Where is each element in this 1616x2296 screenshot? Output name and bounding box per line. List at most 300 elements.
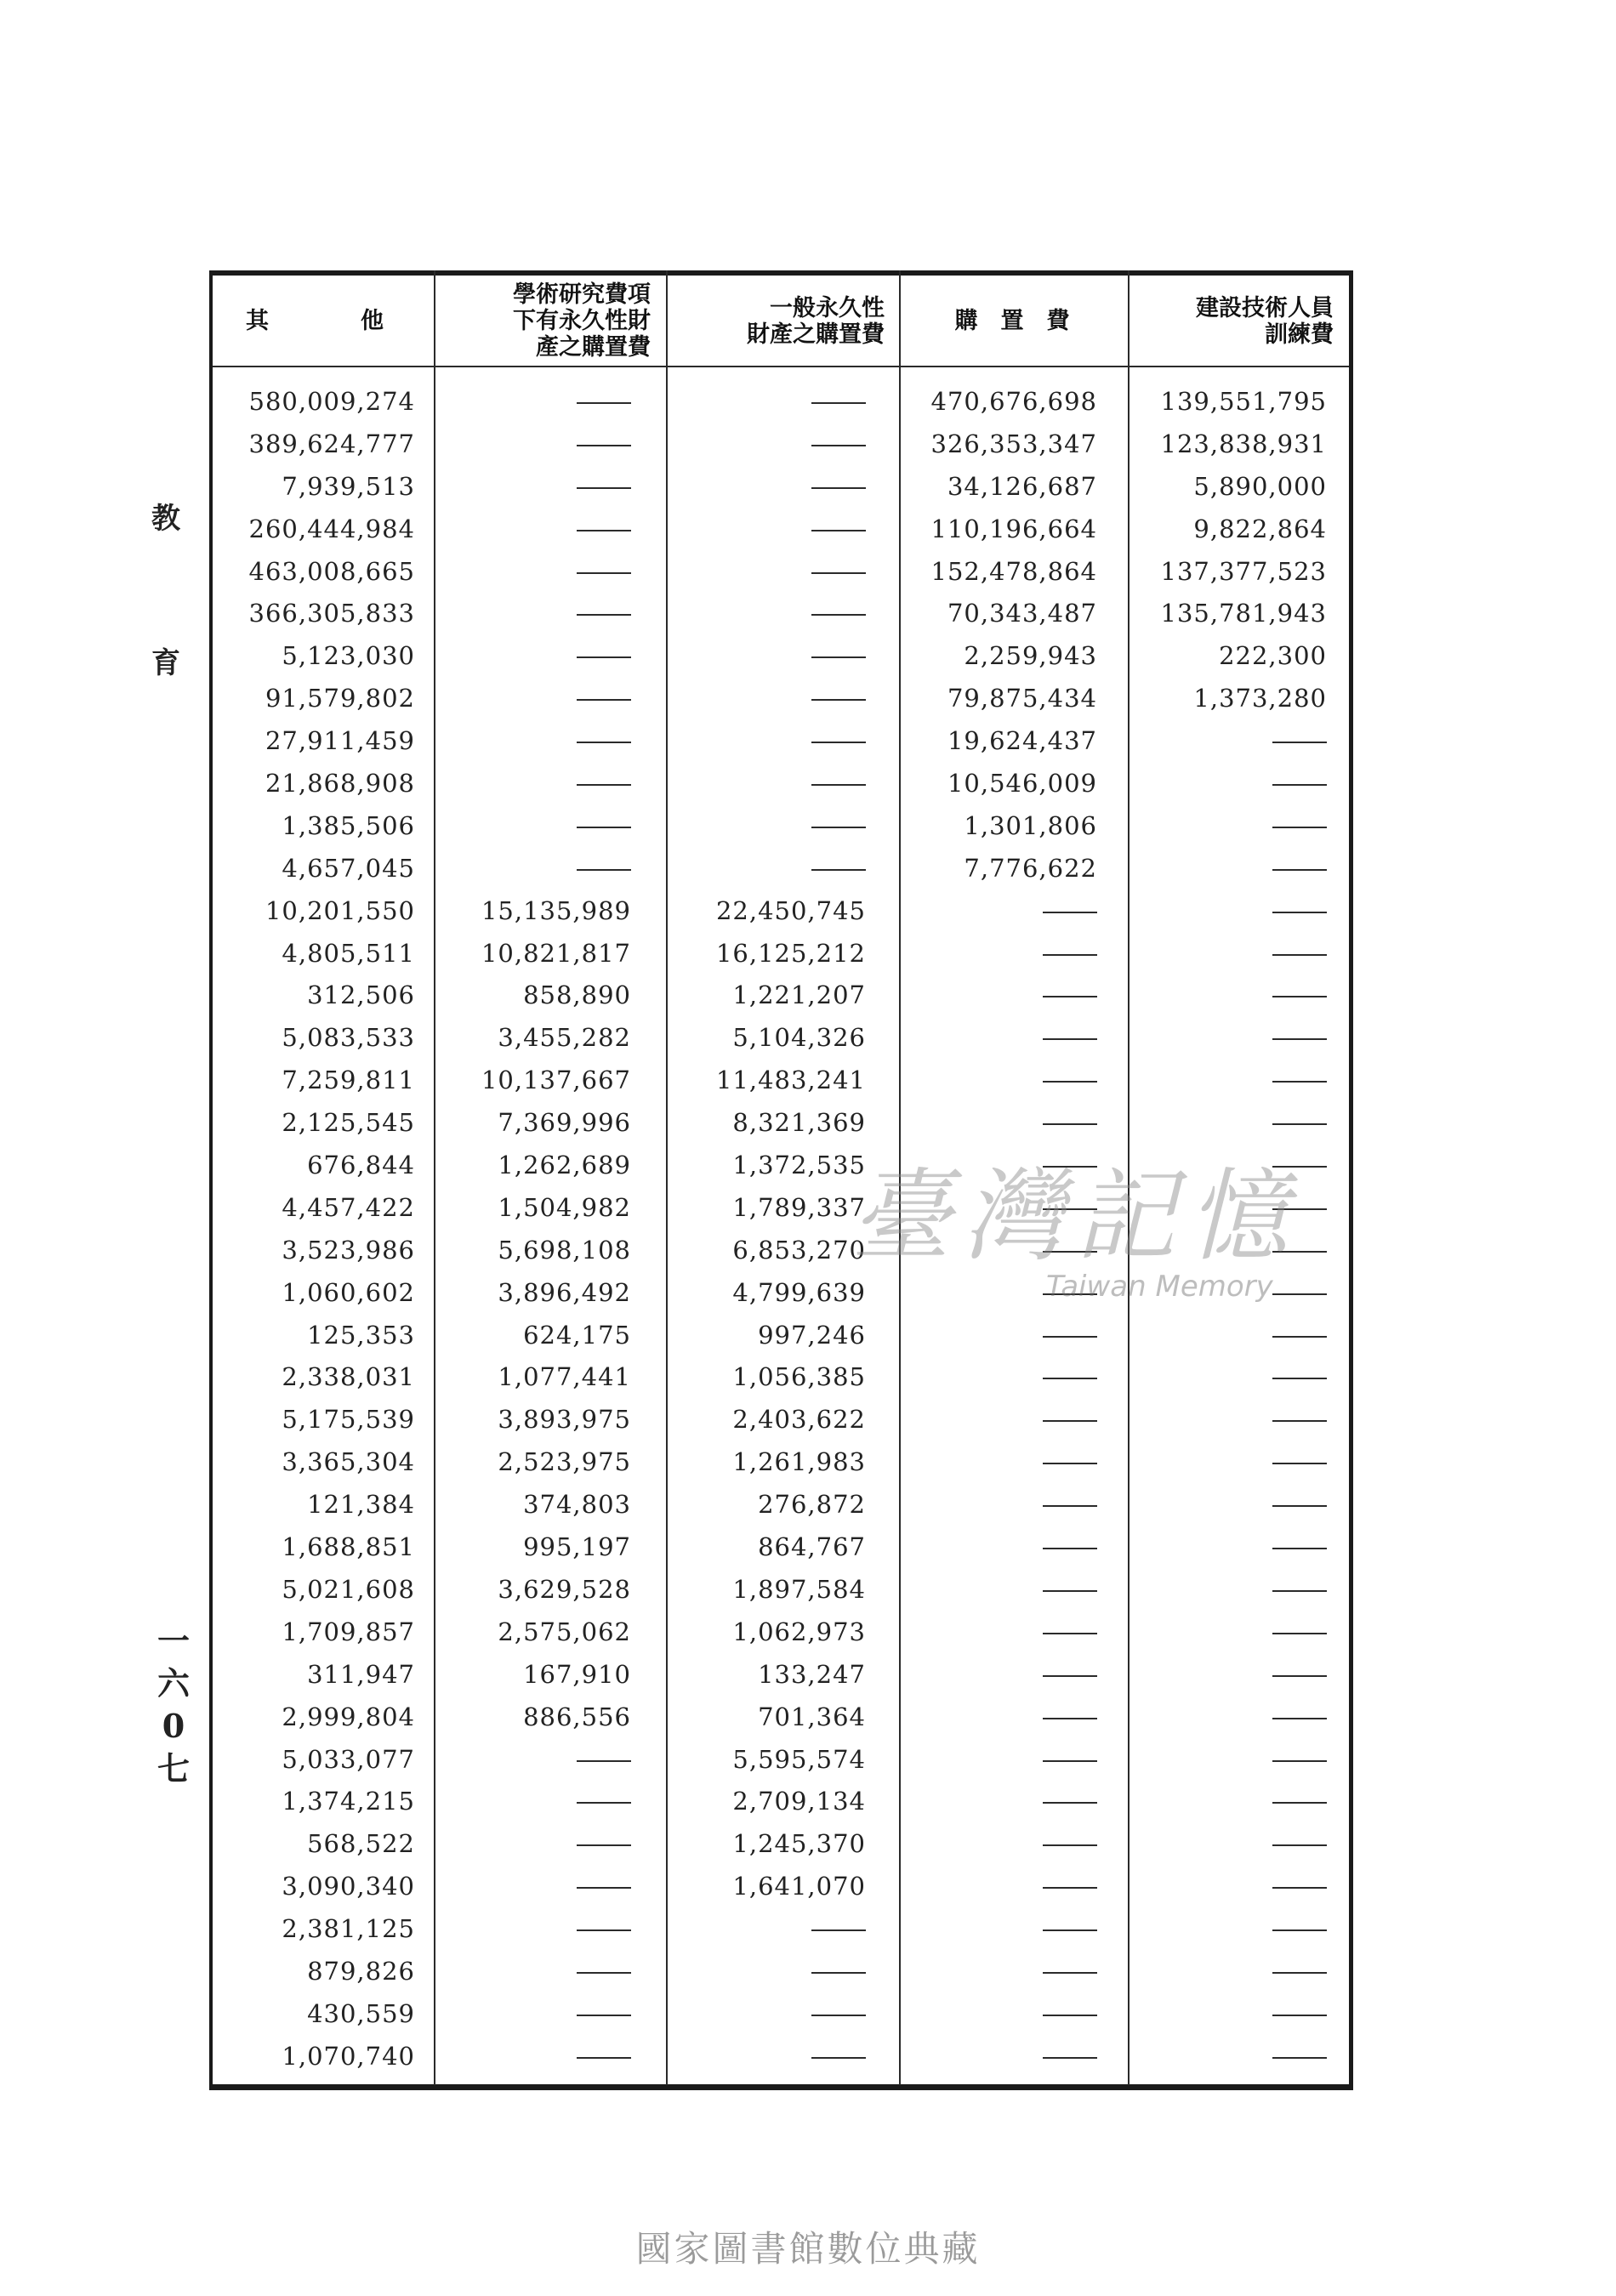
cell-research bbox=[577, 2036, 631, 2078]
cell-other: 7,259,811 bbox=[282, 1066, 415, 1095]
table-row bbox=[0, 1060, 1616, 1102]
table-row bbox=[0, 1696, 1616, 1739]
dash-mark bbox=[1272, 784, 1327, 786]
dash-mark bbox=[1043, 1336, 1097, 1338]
dash-mark bbox=[1043, 912, 1097, 913]
dash-mark bbox=[1043, 1590, 1097, 1592]
dash-mark bbox=[1272, 1590, 1327, 1592]
cell-research: 3,893,975 bbox=[498, 1405, 631, 1435]
page-number-char: 七 bbox=[156, 1749, 190, 1787]
dash-mark bbox=[1043, 1929, 1097, 1931]
cell-research bbox=[577, 593, 631, 635]
cell-research bbox=[577, 1993, 631, 2036]
dash-mark bbox=[577, 1844, 631, 1846]
side-label-char: 育 bbox=[151, 646, 180, 680]
cell-other: 91,579,802 bbox=[265, 684, 415, 713]
dash-mark bbox=[1272, 1038, 1327, 1040]
dash-mark bbox=[1043, 1123, 1097, 1125]
dash-mark bbox=[1272, 1802, 1327, 1804]
dash-mark bbox=[1272, 1760, 1327, 1762]
dash-mark bbox=[1043, 1420, 1097, 1422]
table-row bbox=[0, 466, 1616, 509]
cell-purchase bbox=[1043, 933, 1097, 975]
dash-mark bbox=[811, 487, 866, 489]
cell-other: 2,125,545 bbox=[282, 1108, 415, 1138]
cell-purchase bbox=[1043, 1315, 1097, 1357]
cell-purchase: 70,343,487 bbox=[947, 599, 1097, 628]
cell-training bbox=[1272, 1017, 1327, 1060]
cell-other: 366,305,833 bbox=[248, 599, 415, 628]
cell-purchase: 152,478,864 bbox=[930, 556, 1097, 586]
cell-general bbox=[811, 678, 866, 720]
cell-training bbox=[1272, 1611, 1327, 1654]
cell-training bbox=[1272, 1823, 1327, 1866]
cell-other: 4,457,422 bbox=[282, 1192, 415, 1222]
cell-research bbox=[577, 423, 631, 466]
table-row bbox=[0, 1441, 1616, 1484]
dash-mark bbox=[577, 1972, 631, 1974]
cell-research: 15,135,989 bbox=[481, 895, 631, 925]
cell-other: 10,201,550 bbox=[265, 895, 415, 925]
page-number bbox=[156, 1620, 191, 1790]
cell-research bbox=[577, 1823, 631, 1866]
dash-mark bbox=[1043, 1844, 1097, 1846]
cell-purchase bbox=[1043, 1739, 1097, 1782]
cell-research bbox=[577, 466, 631, 509]
cell-purchase bbox=[1043, 1866, 1097, 1908]
footer-caption: 國家圖書館數位典藏 bbox=[635, 2228, 981, 2270]
cell-purchase bbox=[1043, 1484, 1097, 1526]
cell-purchase bbox=[1043, 2036, 1097, 2078]
cell-general bbox=[811, 1993, 866, 2036]
dash-mark bbox=[577, 869, 631, 871]
cell-training bbox=[1272, 1399, 1327, 1441]
dash-mark bbox=[811, 1929, 866, 1931]
cell-research: 167,910 bbox=[523, 1659, 631, 1689]
cell-general bbox=[811, 381, 866, 423]
dash-mark bbox=[1272, 912, 1327, 913]
table-row bbox=[0, 1102, 1616, 1145]
dash-mark bbox=[577, 572, 631, 574]
cell-research: 624,175 bbox=[523, 1320, 631, 1350]
cell-research: 10,821,817 bbox=[481, 938, 631, 968]
cell-purchase: 470,676,698 bbox=[930, 387, 1097, 416]
dash-mark bbox=[1272, 1929, 1327, 1931]
header-research-line: 產之購置費 bbox=[536, 334, 651, 361]
cell-research bbox=[577, 720, 631, 763]
header-training-line: 建設技術人員 bbox=[1196, 294, 1334, 321]
cell-research: 858,890 bbox=[523, 980, 631, 1010]
cell-research: 10,137,667 bbox=[481, 1066, 631, 1095]
dash-mark bbox=[1272, 1718, 1327, 1719]
dash-mark bbox=[1272, 996, 1327, 997]
header-research-line: 下有永久性財 bbox=[513, 308, 651, 334]
cell-general: 5,595,574 bbox=[732, 1744, 866, 1774]
dash-mark bbox=[1272, 827, 1327, 828]
cell-training bbox=[1272, 933, 1327, 975]
cell-general: 6,853,270 bbox=[732, 1235, 866, 1265]
cell-training bbox=[1272, 1356, 1327, 1399]
cell-research: 1,504,982 bbox=[498, 1192, 631, 1222]
table-row bbox=[0, 805, 1616, 848]
table-row bbox=[0, 1739, 1616, 1782]
cell-general: 276,872 bbox=[758, 1490, 866, 1520]
cell-other: 4,805,511 bbox=[282, 938, 415, 968]
cell-general: 864,767 bbox=[758, 1532, 866, 1562]
table-body bbox=[0, 381, 1616, 2078]
cell-research: 3,455,282 bbox=[498, 1023, 631, 1053]
cell-general bbox=[811, 551, 866, 594]
dash-mark bbox=[1043, 1802, 1097, 1804]
cell-purchase bbox=[1043, 1908, 1097, 1951]
watermark-title: 臺灣記憶 bbox=[851, 1157, 1300, 1275]
cell-other: 1,070,740 bbox=[282, 2041, 415, 2071]
cell-purchase: 2,259,943 bbox=[964, 641, 1097, 671]
dash-mark bbox=[1272, 1336, 1327, 1338]
dash-mark bbox=[577, 2015, 631, 2016]
cell-other: 5,021,608 bbox=[282, 1574, 415, 1604]
dash-mark bbox=[811, 2015, 866, 2016]
cell-purchase bbox=[1043, 1781, 1097, 1823]
dash-mark bbox=[577, 1760, 631, 1762]
dash-mark bbox=[1043, 1081, 1097, 1083]
cell-other: 7,939,513 bbox=[282, 471, 415, 501]
cell-training bbox=[1272, 805, 1327, 848]
cell-training bbox=[1272, 1866, 1327, 1908]
table-row bbox=[0, 1526, 1616, 1569]
cell-research bbox=[577, 551, 631, 594]
table-row bbox=[0, 593, 1616, 635]
cell-training bbox=[1272, 2036, 1327, 2078]
cell-general: 1,261,983 bbox=[732, 1447, 866, 1477]
cell-other: 121,384 bbox=[307, 1490, 415, 1520]
dash-mark bbox=[1272, 1675, 1327, 1677]
dash-mark bbox=[1043, 1633, 1097, 1634]
cell-other: 311,947 bbox=[307, 1659, 415, 1689]
table-row bbox=[0, 1781, 1616, 1823]
cell-research: 374,803 bbox=[523, 1490, 631, 1520]
page-number-char: 0 bbox=[162, 1707, 185, 1745]
cell-other: 430,559 bbox=[307, 1998, 415, 2028]
dash-mark bbox=[1272, 1887, 1327, 1889]
cell-research: 2,523,975 bbox=[498, 1447, 631, 1477]
dash-mark bbox=[811, 656, 866, 658]
dash-mark bbox=[1272, 2057, 1327, 2059]
cell-research bbox=[577, 805, 631, 848]
dash-mark bbox=[1272, 954, 1327, 956]
table-row bbox=[0, 1908, 1616, 1951]
cell-research: 5,698,108 bbox=[498, 1235, 631, 1265]
cell-purchase: 110,196,664 bbox=[930, 514, 1097, 543]
cell-purchase bbox=[1043, 1526, 1097, 1569]
dash-mark bbox=[1043, 1463, 1097, 1464]
cell-research: 886,556 bbox=[523, 1702, 631, 1731]
cell-training bbox=[1272, 720, 1327, 763]
cell-training bbox=[1272, 1908, 1327, 1951]
table-row bbox=[0, 1230, 1616, 1272]
dash-mark bbox=[1043, 2015, 1097, 2016]
cell-research bbox=[577, 381, 631, 423]
dash-mark bbox=[1043, 1887, 1097, 1889]
cell-general bbox=[811, 593, 866, 635]
cell-general bbox=[811, 805, 866, 848]
dash-mark bbox=[1043, 1675, 1097, 1677]
cell-research bbox=[577, 678, 631, 720]
cell-general: 997,246 bbox=[758, 1320, 866, 1350]
cell-other: 260,444,984 bbox=[248, 514, 415, 543]
dash-mark bbox=[1043, 1548, 1097, 1549]
cell-purchase bbox=[1043, 1399, 1097, 1441]
cell-research: 3,629,528 bbox=[498, 1574, 631, 1604]
cell-other: 879,826 bbox=[307, 1956, 415, 1986]
cell-training: 139,551,795 bbox=[1160, 387, 1327, 416]
cell-purchase bbox=[1043, 1017, 1097, 1060]
cell-training: 123,838,931 bbox=[1160, 429, 1327, 458]
cell-training: 1,373,280 bbox=[1193, 684, 1327, 713]
dash-mark bbox=[811, 530, 866, 531]
cell-purchase bbox=[1043, 1356, 1097, 1399]
cell-other: 463,008,665 bbox=[248, 556, 415, 586]
cell-other: 1,060,602 bbox=[282, 1277, 415, 1307]
cell-research bbox=[577, 1781, 631, 1823]
cell-training bbox=[1272, 1526, 1327, 1569]
cell-other: 125,353 bbox=[307, 1320, 415, 1350]
dash-mark bbox=[811, 402, 866, 404]
table-row bbox=[0, 1356, 1616, 1399]
table-row bbox=[0, 1399, 1616, 1441]
dash-mark bbox=[577, 1802, 631, 1804]
dash-mark bbox=[1272, 1844, 1327, 1846]
cell-research: 1,077,441 bbox=[498, 1362, 631, 1392]
cell-purchase bbox=[1043, 1611, 1097, 1654]
cell-general: 2,403,622 bbox=[732, 1405, 866, 1435]
cell-other: 5,175,539 bbox=[282, 1405, 415, 1435]
table-row bbox=[0, 1654, 1616, 1696]
cell-other: 2,381,125 bbox=[282, 1914, 415, 1944]
dash-mark bbox=[577, 784, 631, 786]
cell-training bbox=[1272, 1696, 1327, 1739]
dash-mark bbox=[811, 699, 866, 701]
cell-purchase bbox=[1043, 1654, 1097, 1696]
cell-purchase bbox=[1043, 1441, 1097, 1484]
cell-research bbox=[577, 848, 631, 890]
cell-purchase bbox=[1043, 1823, 1097, 1866]
dash-mark bbox=[1272, 1420, 1327, 1422]
cell-general: 8,321,369 bbox=[732, 1108, 866, 1138]
dash-mark bbox=[811, 614, 866, 616]
table-row bbox=[0, 2036, 1616, 2078]
table-row bbox=[0, 678, 1616, 720]
cell-research: 995,197 bbox=[523, 1532, 631, 1562]
cell-training bbox=[1272, 1060, 1327, 1102]
cell-purchase: 19,624,437 bbox=[947, 726, 1097, 756]
dash-mark bbox=[1043, 1760, 1097, 1762]
dash-mark bbox=[577, 614, 631, 616]
cell-general bbox=[811, 763, 866, 805]
cell-other: 568,522 bbox=[307, 1829, 415, 1859]
cell-training bbox=[1272, 1739, 1327, 1782]
cell-training bbox=[1272, 1315, 1327, 1357]
cell-general: 1,372,535 bbox=[732, 1151, 866, 1180]
table-row bbox=[0, 1569, 1616, 1611]
cell-training bbox=[1272, 890, 1327, 933]
cell-other: 5,123,030 bbox=[282, 641, 415, 671]
cell-general: 4,799,639 bbox=[732, 1277, 866, 1307]
cell-purchase bbox=[1043, 1696, 1097, 1739]
cell-research bbox=[577, 509, 631, 551]
cell-general: 11,483,241 bbox=[715, 1066, 866, 1095]
table-row bbox=[0, 635, 1616, 678]
cell-training: 137,377,523 bbox=[1160, 556, 1327, 586]
table-row bbox=[0, 1823, 1616, 1866]
cell-purchase bbox=[1043, 890, 1097, 933]
cell-training bbox=[1272, 1781, 1327, 1823]
table-row bbox=[0, 551, 1616, 594]
table-row bbox=[0, 933, 1616, 975]
cell-general bbox=[811, 1908, 866, 1951]
dash-mark bbox=[1272, 1505, 1327, 1507]
cell-general bbox=[811, 466, 866, 509]
cell-general bbox=[811, 720, 866, 763]
cell-general: 1,789,337 bbox=[732, 1192, 866, 1222]
dash-mark bbox=[1272, 1081, 1327, 1083]
dash-mark bbox=[811, 742, 866, 743]
cell-research: 7,369,996 bbox=[498, 1108, 631, 1138]
dash-mark bbox=[1272, 1378, 1327, 1379]
dash-mark bbox=[1043, 1718, 1097, 1719]
header-general-line: 財產之購置費 bbox=[747, 321, 885, 348]
cell-training: 9,822,864 bbox=[1193, 514, 1327, 543]
cell-general bbox=[811, 1951, 866, 1993]
cell-other: 676,844 bbox=[307, 1151, 415, 1180]
cell-general: 133,247 bbox=[758, 1659, 866, 1689]
table-row bbox=[0, 1866, 1616, 1908]
page-number-char: 六 bbox=[156, 1664, 190, 1702]
table-row bbox=[0, 1484, 1616, 1526]
header-research bbox=[438, 281, 651, 361]
side-label-char: 教 bbox=[151, 502, 180, 536]
table-row bbox=[0, 1611, 1616, 1654]
dash-mark bbox=[577, 2057, 631, 2059]
cell-general: 1,897,584 bbox=[732, 1574, 866, 1604]
cell-research bbox=[577, 1866, 631, 1908]
table-row bbox=[0, 423, 1616, 466]
header-training bbox=[1134, 281, 1334, 361]
cell-training bbox=[1272, 1654, 1327, 1696]
cell-training bbox=[1272, 1951, 1327, 1993]
dash-mark bbox=[1043, 1505, 1097, 1507]
cell-research bbox=[577, 1908, 631, 1951]
dash-mark bbox=[1272, 869, 1327, 871]
cell-other: 27,911,459 bbox=[265, 726, 415, 756]
cell-purchase: 7,776,622 bbox=[964, 853, 1097, 883]
cell-other: 21,868,908 bbox=[265, 769, 415, 798]
cell-general: 2,709,134 bbox=[732, 1787, 866, 1816]
header-purchase-line: 購 置 費 bbox=[954, 308, 1070, 334]
dash-mark bbox=[811, 869, 866, 871]
cell-general: 22,450,745 bbox=[715, 895, 866, 925]
table-row bbox=[0, 1145, 1616, 1187]
cell-other: 3,365,304 bbox=[282, 1447, 415, 1477]
watermark bbox=[851, 1135, 1300, 1314]
dash-mark bbox=[577, 827, 631, 828]
cell-purchase: 326,353,347 bbox=[930, 429, 1097, 458]
cell-other: 2,338,031 bbox=[282, 1362, 415, 1392]
cell-purchase: 1,301,806 bbox=[964, 810, 1097, 840]
table-row bbox=[0, 890, 1616, 933]
table-row bbox=[0, 763, 1616, 805]
header-other-line: 其 他 bbox=[246, 308, 384, 334]
cell-training bbox=[1272, 1993, 1327, 2036]
cell-general bbox=[811, 509, 866, 551]
table-row bbox=[0, 975, 1616, 1017]
cell-general bbox=[811, 423, 866, 466]
cell-purchase: 10,546,009 bbox=[947, 769, 1097, 798]
cell-other: 3,523,986 bbox=[282, 1235, 415, 1265]
cell-training bbox=[1272, 763, 1327, 805]
dash-mark bbox=[811, 2057, 866, 2059]
cell-research bbox=[577, 1739, 631, 1782]
dash-mark bbox=[1272, 1463, 1327, 1464]
cell-other: 580,009,274 bbox=[248, 387, 415, 416]
cell-research bbox=[577, 1951, 631, 1993]
cell-general: 1,062,973 bbox=[732, 1617, 866, 1646]
table-row bbox=[0, 1315, 1616, 1357]
dash-mark bbox=[1043, 2057, 1097, 2059]
cell-training: 135,781,943 bbox=[1160, 599, 1327, 628]
cell-purchase bbox=[1043, 975, 1097, 1017]
dash-mark bbox=[1043, 996, 1097, 997]
dash-mark bbox=[811, 445, 866, 446]
header-training-line: 訓練費 bbox=[1265, 321, 1334, 348]
cell-other: 5,033,077 bbox=[282, 1744, 415, 1774]
dash-mark bbox=[577, 445, 631, 446]
cell-general bbox=[811, 635, 866, 678]
cell-research: 2,575,062 bbox=[498, 1617, 631, 1646]
dash-mark bbox=[1043, 1038, 1097, 1040]
cell-training bbox=[1272, 848, 1327, 890]
cell-general bbox=[811, 2036, 866, 2078]
cell-other: 1,688,851 bbox=[282, 1532, 415, 1562]
cell-general: 1,641,070 bbox=[732, 1872, 866, 1901]
table-row bbox=[0, 720, 1616, 763]
dash-mark bbox=[577, 699, 631, 701]
dash-mark bbox=[1043, 1972, 1097, 1974]
cell-research bbox=[577, 763, 631, 805]
cell-purchase: 79,875,434 bbox=[947, 684, 1097, 713]
header-other bbox=[230, 281, 400, 361]
watermark-subtitle: Taiwan Memory bbox=[1046, 1270, 1273, 1304]
dash-mark bbox=[577, 742, 631, 743]
dash-mark bbox=[1272, 2015, 1327, 2016]
cell-training: 222,300 bbox=[1219, 641, 1327, 671]
dash-mark bbox=[811, 572, 866, 574]
table-row bbox=[0, 1951, 1616, 1993]
header-divider bbox=[213, 366, 1349, 367]
cell-other: 3,090,340 bbox=[282, 1872, 415, 1901]
cell-general: 701,364 bbox=[758, 1702, 866, 1731]
cell-research: 3,896,492 bbox=[498, 1277, 631, 1307]
table-row bbox=[0, 1272, 1616, 1315]
cell-purchase bbox=[1043, 1060, 1097, 1102]
table-row bbox=[0, 1187, 1616, 1230]
table-row bbox=[0, 848, 1616, 890]
cell-general: 1,056,385 bbox=[732, 1362, 866, 1392]
cell-training bbox=[1272, 1484, 1327, 1526]
cell-other: 5,083,533 bbox=[282, 1023, 415, 1053]
cell-other: 1,709,857 bbox=[282, 1617, 415, 1646]
cell-purchase bbox=[1043, 1951, 1097, 1993]
